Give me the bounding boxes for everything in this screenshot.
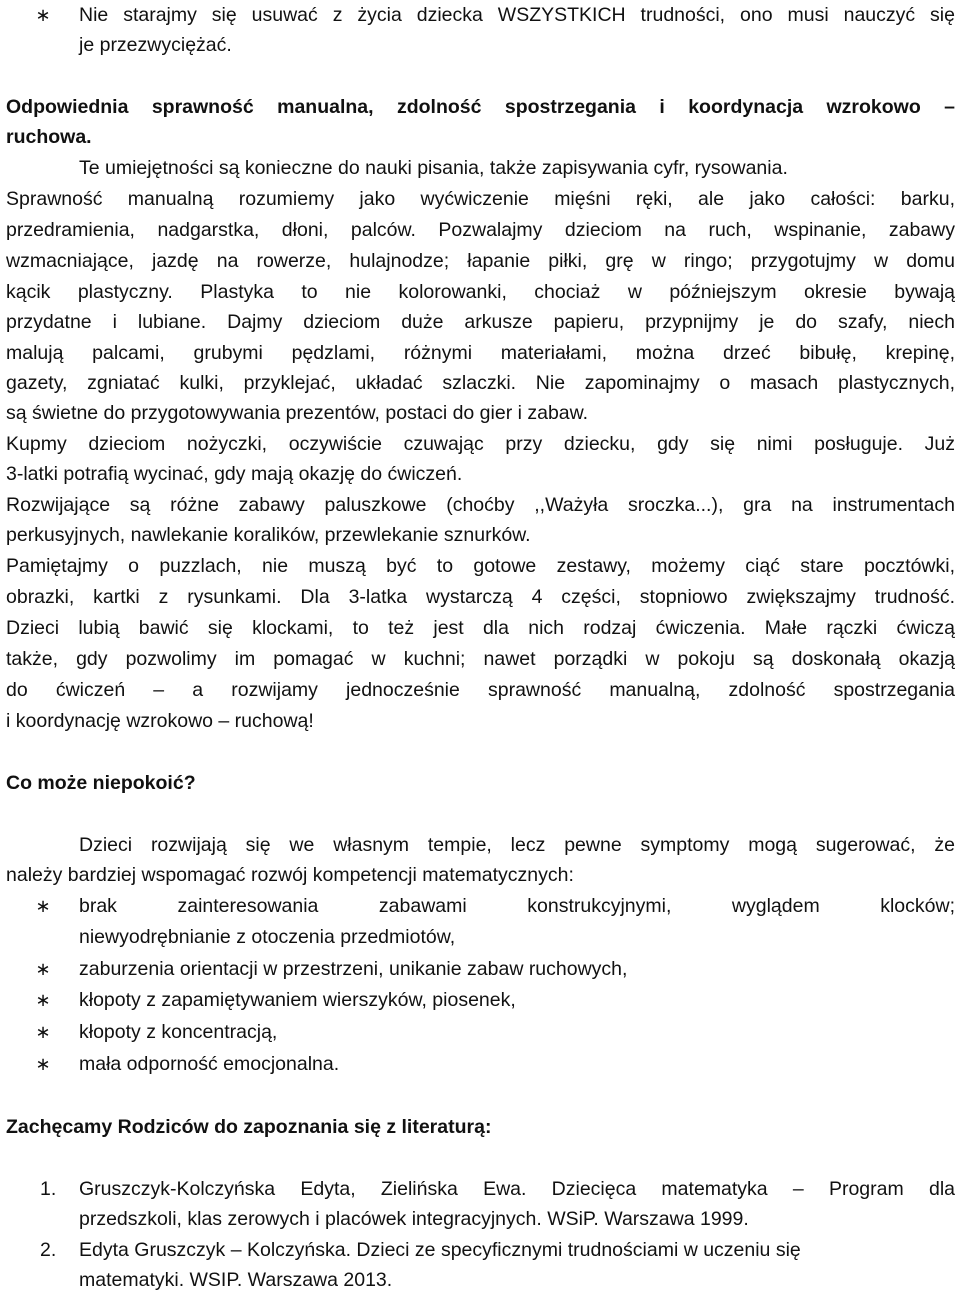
paragraph-line: są świetne do przygotowywania prezentów, postaci do gier i zabaw.	[6, 402, 589, 424]
list-item: kłopoty z koncentracją,	[79, 1021, 278, 1043]
paragraph-line: obrazki, kartki z rysunkami. Dla 3-latka wystarczą 4 części, stopniowo zwiększajmy trudność.	[6, 586, 955, 608]
top-bullet-line: je przezwyciężać.	[79, 34, 232, 56]
bullet-star-icon: ∗	[35, 1054, 51, 1074]
paragraph-line: Pamiętajmy o puzzlach, nie muszą być to gotowe zestawy, możemy ciąć stare pocztówki,	[6, 555, 955, 577]
top-bullet-line: Nie starajmy się usuwać z życia dziecka WSZYSTKICH trudności, ono musi nauczyć się	[79, 4, 955, 26]
section-heading: Odpowiednia sprawność manualna, zdolność spostrzegania i koordynacja wzrokowo –	[6, 96, 955, 118]
bullet-star-icon: ∗	[35, 896, 51, 916]
list-item: kłopoty z zapamiętywaniem wierszyków, piosenek,	[79, 989, 516, 1011]
paragraph-line: należy bardziej wspomagać rozwój kompetencji matematycznych:	[6, 864, 574, 886]
reference-item: przedszkoli, klas zerowych i placówek integracyjnych. WSiP. Warszawa 1999.	[79, 1208, 749, 1230]
paragraph-line: także, gdy pozwolimy im pomagać w kuchni; nawet porządki w pokoju są doskonałą okazją	[6, 648, 955, 670]
paragraph-line: malują palcami, grubymi pędzlami, różnymi materiałami, można drzeć bibułę, krepinę,	[6, 342, 955, 364]
bullet-star-icon: ∗	[35, 5, 51, 25]
section-heading: ruchowa.	[6, 126, 92, 148]
list-number: 1.	[40, 1178, 57, 1200]
section-heading: Zachęcamy Rodziców do zapoznania się z literaturą:	[6, 1116, 492, 1138]
paragraph-line: i koordynację wzrokowo – ruchową!	[6, 710, 314, 732]
list-number: 2.	[40, 1239, 57, 1261]
list-item: niewyodrębnianie z otoczenia przedmiotów,	[79, 926, 456, 948]
paragraph-line: Sprawność manualną rozumiemy jako wyćwiczenie mięśni ręki, ale jako całości: barku,	[6, 188, 955, 210]
section-heading: Co może niepokoić?	[6, 772, 196, 794]
bullet-star-icon: ∗	[35, 990, 51, 1010]
paragraph-line: przydatne i lubiane. Dajmy dzieciom duże arkusze papieru, przypnijmy je do szafy, niech	[6, 311, 955, 333]
paragraph-line: 3-latki potrafią wycinać, gdy mają okazję do ćwiczeń.	[6, 463, 463, 485]
paragraph-line: Rozwijające są różne zabawy paluszkowe (choćby ,,Ważyła sroczka...), gra na instrumentach	[6, 494, 955, 516]
paragraph-line: gazety, zgniatać kulki, przyklejać, układać szlaczki. Nie zapominajmy o masach plastycznych,	[6, 372, 955, 394]
paragraph-line: do ćwiczeń – a rozwijamy jednocześnie sprawność manualną, zdolność spostrzegania	[6, 679, 955, 701]
paragraph-line: Dzieci lubią bawić się klockami, to też jest dla nich rodzaj ćwiczenia. Małe rączki ćwiczą	[6, 617, 955, 639]
reference-item: Edyta Gruszczyk – Kolczyńska. Dzieci ze specyficznymi trudnościami w uczeniu się	[79, 1239, 801, 1261]
list-item: mała odporność emocjonalna.	[79, 1053, 340, 1075]
paragraph-line: Dzieci rozwijają się we własnym tempie, lecz pewne symptomy mogą sugerować, że	[79, 834, 955, 856]
paragraph-line: przedramienia, nadgarstka, dłoni, palców. Pozwalajmy dzieciom na ruch, wspinanie, zabawy	[6, 219, 955, 241]
bullet-star-icon: ∗	[35, 959, 51, 979]
list-item: brak zainteresowania zabawami konstrukcyjnymi, wyglądem klocków;	[79, 895, 955, 917]
reference-item: matematyki. WSIP. Warszawa 2013.	[79, 1269, 393, 1291]
list-item: zaburzenia orientacji w przestrzeni, unikanie zabaw ruchowych,	[79, 958, 628, 980]
paragraph-line: kącik plastyczny. Plastyka to nie kolorowanki, chociaż w późniejszym okresie bywają	[6, 281, 955, 303]
paragraph-line: Te umiejętności są konieczne do nauki pisania, także zapisywania cyfr, rysowania.	[79, 157, 788, 179]
paragraph-line: Kupmy dzieciom nożyczki, oczywiście czuwając przy dziecku, gdy się nimi posługuje. Już	[6, 433, 955, 455]
paragraph-line: wzmacniające, jazdę na rowerze, hulajnodze; łapanie piłki, grę w ringo; przygotujmy w domu	[6, 250, 955, 272]
paragraph-line: perkusyjnych, nawlekanie koralików, przewlekanie sznurków.	[6, 524, 531, 546]
bullet-star-icon: ∗	[35, 1022, 51, 1042]
reference-item: Gruszczyk-Kolczyńska Edyta, Zielińska Ewa. Dziecięca matematyka – Program dla	[79, 1178, 955, 1200]
